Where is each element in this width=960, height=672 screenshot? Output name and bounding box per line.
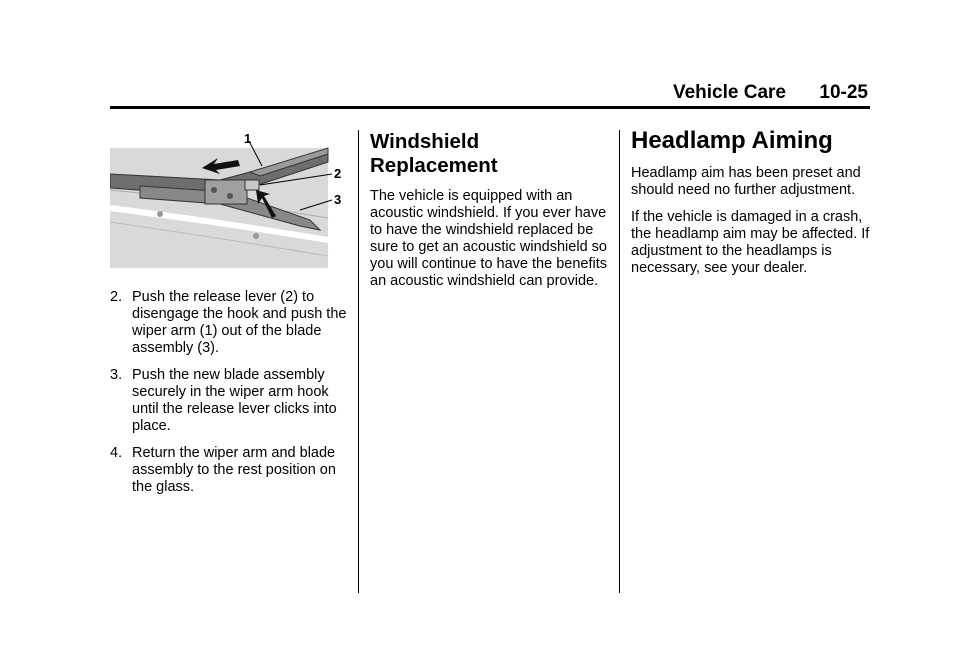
- headlamp-heading: Headlamp Aiming: [631, 127, 833, 154]
- windshield-section: [370, 130, 610, 300]
- list-item: [110, 367, 355, 435]
- headlamp-paragraph-2: If the vehicle is damaged in a crash, the headlamp aim may be affected. If adjustment to the headlamps is necessary, see your dealer.: [631, 209, 870, 276]
- column-divider-1: [358, 130, 359, 593]
- callout-2: 2: [334, 166, 342, 181]
- column-divider-2: [619, 130, 620, 593]
- step-text: Push the new blade assembly securely in the wiper arm hook until the release lever clicks into place.: [132, 367, 337, 434]
- wiper-blade-illustration: [110, 130, 350, 268]
- list-item: [110, 289, 355, 357]
- callout-3: 3: [334, 192, 342, 207]
- page-number: 10-25: [819, 82, 868, 103]
- headlamp-section: [631, 127, 871, 287]
- step-text: Return the wiper arm and blade assembly to the rest position on the glass.: [132, 445, 336, 495]
- callout-1: 1: [244, 131, 252, 146]
- section-title: Vehicle Care: [672, 82, 786, 103]
- step-number: 4.: [110, 445, 123, 461]
- instruction-steps: [110, 289, 355, 506]
- step-number: 3.: [110, 367, 123, 383]
- windshield-heading: Windshield Replacement: [370, 130, 498, 177]
- page-header: [110, 80, 870, 109]
- windshield-body: The vehicle is equipped with an acoustic windshield. If you ever have to have the windshield replaced be sure to get an acoustic windshield so you will continue to have the benefits an acoustic windshield can provide.: [370, 188, 607, 289]
- step-number: 2.: [110, 289, 123, 305]
- list-item: [110, 445, 355, 496]
- step-text: Push the release lever (2) to disengage the hook and push the wiper arm (1) out of the blade assembly (3).: [132, 289, 347, 356]
- headlamp-paragraph-1: Headlamp aim has been preset and should need no further adjustment.: [631, 165, 861, 198]
